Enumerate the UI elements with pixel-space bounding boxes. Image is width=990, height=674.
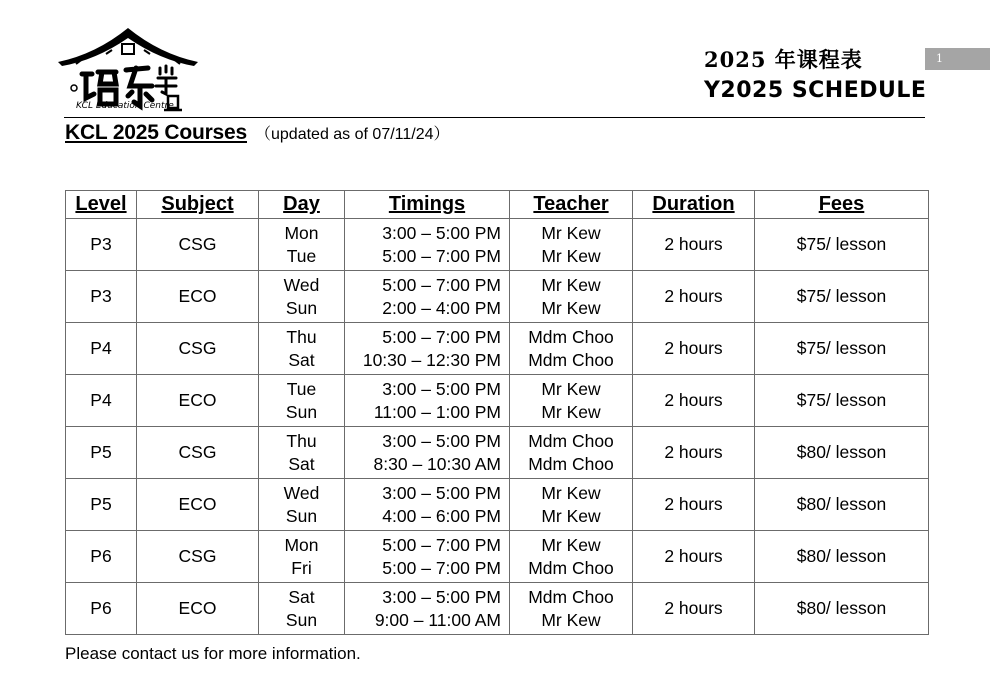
day-line: Sun (285, 609, 318, 630)
timing-line: 3:00 – 5:00 PM (382, 222, 501, 243)
cell-fees: $75/ lesson (755, 323, 929, 375)
timing-line: 3:00 – 5:00 PM (382, 482, 501, 503)
cell-fees: $75/ lesson (755, 219, 929, 271)
cell-day (259, 219, 345, 271)
cell-timings (345, 375, 510, 427)
cell-day (259, 479, 345, 531)
day-line: Sun (285, 505, 318, 526)
cell-fees: $80/ lesson (755, 583, 929, 635)
cell-duration: 2 hours (633, 271, 755, 323)
table-row (66, 271, 929, 323)
day-line: Wed (283, 274, 320, 295)
timing-line: 3:00 – 5:00 PM (382, 378, 501, 399)
contact-note: Please contact us for more information. (65, 644, 361, 663)
cell-duration: 2 hours (633, 323, 755, 375)
column-header-fees: Fees (755, 191, 929, 219)
timing-line: 10:30 – 12:30 PM (362, 349, 501, 370)
column-header-level: Level (66, 191, 137, 219)
timing-line: 4:00 – 6:00 PM (382, 505, 501, 526)
day-line: Sat (288, 453, 315, 474)
cell-fees: $75/ lesson (755, 271, 929, 323)
teacher-line: Mr Kew (541, 245, 601, 266)
day-line: Sun (285, 297, 318, 318)
teacher-line: Mr Kew (541, 222, 601, 243)
day-line: Tue (286, 378, 317, 399)
heading-title: KCL 2025 Courses (65, 121, 247, 144)
cell-duration: 2 hours (633, 583, 755, 635)
cell-subject: CSG (137, 427, 259, 479)
cell-teacher (510, 531, 633, 583)
teacher-line: Mdm Choo (528, 326, 614, 347)
timing-line: 5:00 – 7:00 PM (382, 557, 501, 578)
heading-subtitle: （updated as of 07/11/24） (255, 126, 450, 143)
cell-level: P4 (66, 375, 137, 427)
table-row (66, 219, 929, 271)
cell-fees: $80/ lesson (755, 479, 929, 531)
schedule-table (65, 190, 929, 635)
table-row (66, 427, 929, 479)
cell-timings (345, 531, 510, 583)
column-header-day: Day (259, 191, 345, 219)
timing-line: 2:00 – 4:00 PM (382, 297, 501, 318)
cell-level: P6 (66, 583, 137, 635)
table-row (66, 479, 929, 531)
cell-fees: $80/ lesson (755, 427, 929, 479)
table-body (66, 219, 929, 635)
timing-line: 8:30 – 10:30 AM (373, 453, 501, 474)
column-header-subject: Subject (137, 191, 259, 219)
cell-day (259, 323, 345, 375)
cell-duration: 2 hours (633, 479, 755, 531)
cell-subject: CSG (137, 531, 259, 583)
day-line: Sun (285, 401, 318, 422)
teacher-line: Mr Kew (541, 297, 601, 318)
column-header-teacher: Teacher (510, 191, 633, 219)
table-row (66, 323, 929, 375)
page-number-badge: 1 (925, 48, 990, 70)
table-row (66, 531, 929, 583)
cell-day (259, 583, 345, 635)
cell-subject: CSG (137, 219, 259, 271)
header-divider (64, 117, 925, 118)
day-line: Mon (284, 534, 319, 555)
title-english: Y2025 SCHEDULE (704, 78, 927, 103)
cell-timings (345, 583, 510, 635)
teacher-line: Mr Kew (541, 505, 601, 526)
day-line: Sat (288, 349, 315, 370)
logo-text: KCL Education Centre (76, 101, 174, 111)
cell-fees: $75/ lesson (755, 375, 929, 427)
day-line: Thu (286, 430, 317, 451)
timing-line: 11:00 – 1:00 PM (373, 401, 501, 422)
timing-line: 3:00 – 5:00 PM (382, 586, 501, 607)
cell-duration: 2 hours (633, 375, 755, 427)
day-line: Sat (288, 586, 315, 607)
cell-duration: 2 hours (633, 219, 755, 271)
teacher-line: Mr Kew (541, 609, 601, 630)
cell-subject: CSG (137, 323, 259, 375)
courses-heading (65, 121, 450, 145)
cell-teacher (510, 427, 633, 479)
teacher-line: Mdm Choo (528, 586, 614, 607)
teacher-line: Mdm Choo (528, 453, 614, 474)
table-row (66, 583, 929, 635)
cell-subject: ECO (137, 583, 259, 635)
cell-level: P6 (66, 531, 137, 583)
timing-line: 5:00 – 7:00 PM (382, 245, 501, 266)
table-row (66, 375, 929, 427)
teacher-line: Mdm Choo (528, 557, 614, 578)
teacher-line: Mr Kew (541, 378, 601, 399)
cell-timings (345, 219, 510, 271)
cell-duration: 2 hours (633, 427, 755, 479)
cell-timings (345, 479, 510, 531)
cell-teacher (510, 271, 633, 323)
cell-fees: $80/ lesson (755, 531, 929, 583)
cell-teacher (510, 219, 633, 271)
timing-line: 9:00 – 11:00 AM (374, 609, 501, 630)
cell-subject: ECO (137, 479, 259, 531)
column-header-duration: Duration (633, 191, 755, 219)
day-line: Tue (286, 245, 317, 266)
teacher-line: Mdm Choo (528, 349, 614, 370)
day-line: Mon (284, 222, 319, 243)
teacher-line: Mdm Choo (528, 430, 614, 451)
cell-level: P4 (66, 323, 137, 375)
day-line: Thu (286, 326, 317, 347)
cell-day (259, 271, 345, 323)
timing-line: 5:00 – 7:00 PM (382, 534, 501, 555)
teacher-line: Mr Kew (541, 401, 601, 422)
cell-level: P3 (66, 271, 137, 323)
teacher-line: Mr Kew (541, 274, 601, 295)
cell-level: P3 (66, 219, 137, 271)
cell-timings (345, 271, 510, 323)
cell-subject: ECO (137, 271, 259, 323)
cell-teacher (510, 479, 633, 531)
teacher-line: Mr Kew (541, 534, 601, 555)
cell-subject: ECO (137, 375, 259, 427)
cell-teacher (510, 583, 633, 635)
day-line: Wed (283, 482, 320, 503)
timing-line: 5:00 – 7:00 PM (382, 274, 501, 295)
cell-day (259, 375, 345, 427)
teacher-line: Mr Kew (541, 482, 601, 503)
day-line: Fri (291, 557, 312, 578)
timing-line: 5:00 – 7:00 PM (382, 326, 501, 347)
column-header-timings: Timings (345, 191, 510, 219)
cell-teacher (510, 375, 633, 427)
table-header-row (66, 191, 929, 219)
cell-level: P5 (66, 479, 137, 531)
cell-level: P5 (66, 427, 137, 479)
cell-duration: 2 hours (633, 531, 755, 583)
timing-line: 3:00 – 5:00 PM (382, 430, 501, 451)
title-chinese: 2025 年课程表 (704, 47, 863, 72)
cell-timings (345, 427, 510, 479)
cell-teacher (510, 323, 633, 375)
cell-day (259, 531, 345, 583)
cell-timings (345, 323, 510, 375)
cell-day (259, 427, 345, 479)
